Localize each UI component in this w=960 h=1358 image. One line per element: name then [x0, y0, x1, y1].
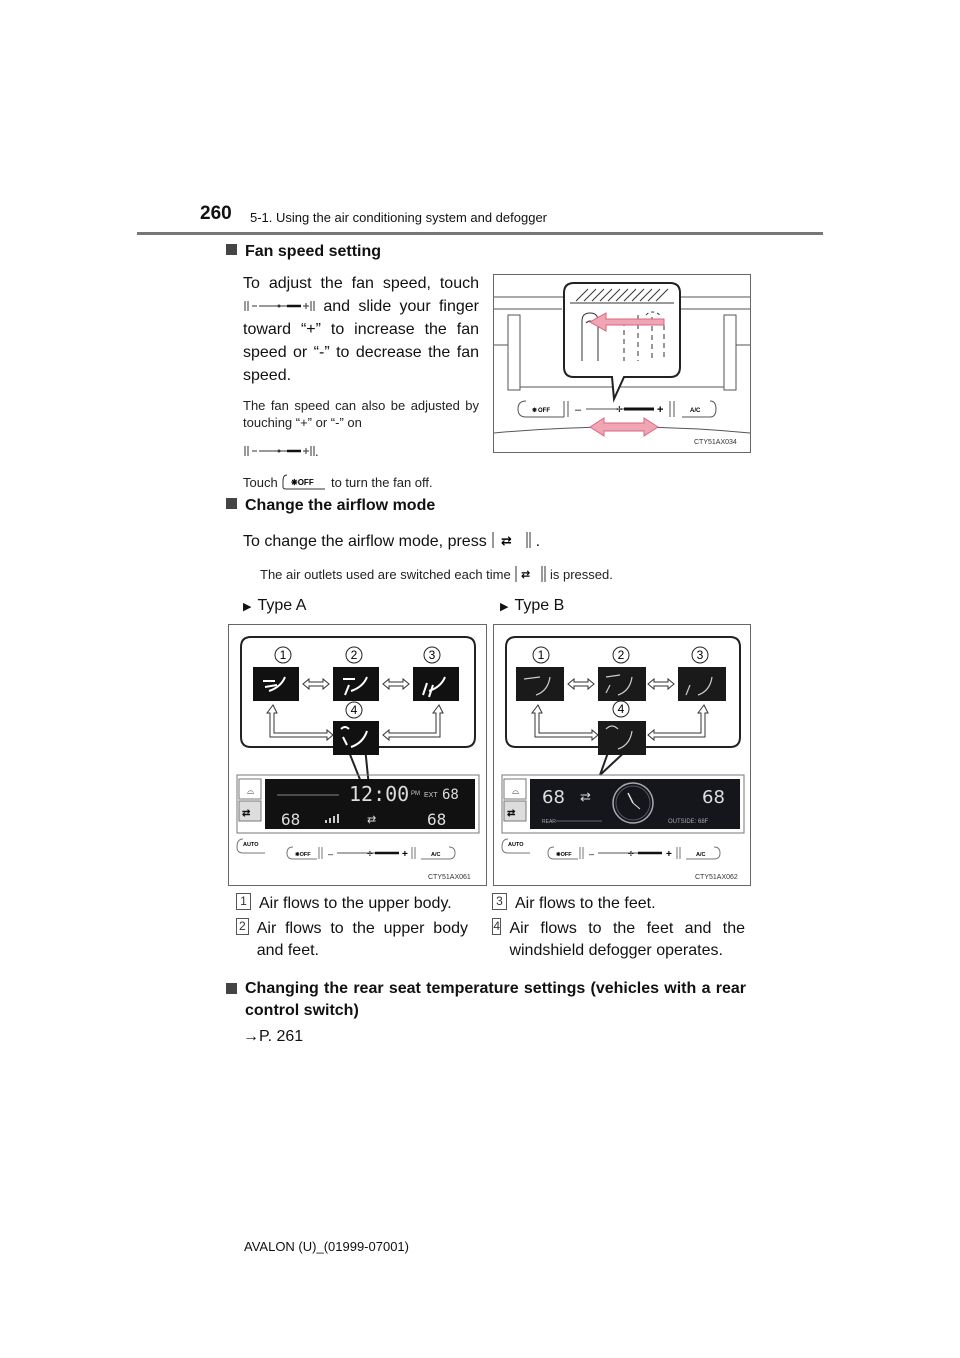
type-a-label: ▶ Type A: [243, 597, 307, 614]
header-rule: [137, 232, 823, 235]
fan-body-line1: To adjust the fan speed, touch: [243, 275, 479, 292]
svg-text:⇄: ⇄: [507, 808, 516, 819]
svg-text:68: 68: [702, 787, 725, 808]
svg-text:1: 1: [279, 648, 287, 662]
fan-speed-heading: Fan speed setting: [226, 243, 381, 261]
svg-text:⇄: ⇄: [367, 814, 377, 826]
fan-panel-illustration: [494, 275, 750, 452]
airflow-mode-button-icon: [514, 565, 546, 583]
svg-text:❋: ❋: [532, 408, 538, 414]
item-number-badge: 4: [493, 919, 501, 933]
footer-model: AVALON (U)_(01999-07001): [244, 1239, 409, 1254]
svg-text:68: 68: [542, 787, 565, 808]
airflow-note: The air outlets used are switched each time ⇄ is pressed.: [260, 567, 613, 582]
type-a-illustration: [229, 625, 486, 885]
svg-text:+: +: [666, 849, 672, 860]
svg-text:✢: ✢: [628, 851, 634, 858]
bullet-square-icon: [226, 498, 237, 509]
svg-text:2: 2: [350, 648, 358, 662]
section-title: 5-1. Using the air conditioning system and defogger: [250, 210, 548, 225]
svg-text:+: +: [657, 404, 664, 416]
svg-text:OUTSIDE: 68F: OUTSIDE: 68F: [668, 819, 709, 825]
svg-text:–: –: [575, 404, 582, 416]
svg-text:A/C: A/C: [431, 852, 441, 858]
svg-text:⇄: ⇄: [501, 534, 513, 549]
airflow-item-1: [236, 893, 468, 915]
item-text: Air flows to the upper body.: [259, 895, 452, 912]
svg-text:⇄: ⇄: [521, 568, 531, 581]
page-number: 260: [200, 203, 232, 224]
svg-text:68: 68: [427, 810, 447, 829]
svg-text:⌓: ⌓: [512, 786, 520, 796]
svg-text:A/C: A/C: [690, 408, 701, 414]
item-text: Air flows to the feet and the windshield defogger operates.: [509, 920, 745, 959]
fan-slider-icon: [243, 300, 315, 312]
svg-text:❋OFF: ❋OFF: [556, 852, 572, 858]
svg-text:68: 68: [281, 810, 301, 829]
fan-speed-body: [243, 272, 479, 387]
type-b-label: ▶ Type B: [500, 597, 565, 614]
airflow-item-3: [492, 893, 745, 915]
fan-slider-icon: [243, 445, 315, 457]
svg-text:3: 3: [428, 648, 436, 662]
svg-text:2: 2: [617, 648, 625, 662]
airflow-item-2: [236, 918, 468, 962]
item-number-badge: 1: [236, 893, 251, 910]
svg-text:3: 3: [696, 648, 704, 662]
fan-off-note: Touch ❋OFF to turn the fan off.: [243, 475, 433, 490]
rear-seat-page-ref[interactable]: →P. 261: [243, 1028, 304, 1045]
item-text: Air flows to the feet.: [515, 895, 656, 912]
type-b-figure: [493, 624, 751, 886]
airflow-heading: Change the airflow mode: [226, 497, 435, 515]
type-a-figure: [228, 624, 487, 886]
svg-text:❋OFF: ❋OFF: [295, 852, 311, 858]
item-number-badge: 2: [236, 918, 249, 935]
svg-text:1: 1: [537, 648, 545, 662]
svg-text:AUTO: AUTO: [243, 842, 259, 848]
item-text: Air flows to the upper body and feet.: [256, 920, 468, 959]
svg-text:⇄: ⇄: [580, 789, 591, 804]
item-number-badge: 3: [492, 893, 507, 910]
type-a-figure-code: CTY51AX061: [428, 874, 471, 881]
fan-figure-code: CTY51AX034: [694, 439, 737, 446]
svg-text:4: 4: [350, 703, 358, 717]
fan-speed-note: The fan speed can also be adjusted by touching “+” or “-” on .: [243, 398, 479, 459]
bullet-square-icon: [226, 244, 237, 255]
svg-text:REAR: REAR: [542, 819, 556, 825]
svg-text:OFF: OFF: [538, 408, 550, 414]
svg-text:+: +: [402, 849, 408, 860]
triangle-right-icon: ▶: [243, 601, 252, 613]
type-b-figure-code: CTY51AX062: [695, 874, 738, 881]
type-b-illustration: [494, 625, 750, 885]
svg-text:68: 68: [442, 787, 459, 803]
svg-text:❋OFF: ❋OFF: [291, 478, 315, 487]
airflow-mode-button-icon: [491, 530, 531, 550]
svg-text:⌓: ⌓: [247, 786, 255, 796]
svg-text:12:00: 12:00: [349, 782, 410, 806]
svg-text:–: –: [589, 849, 595, 859]
fan-speed-figure: [493, 274, 751, 453]
fan-off-button-icon: [281, 473, 327, 491]
triangle-right-icon: ▶: [500, 601, 509, 613]
rear-seat-heading: Changing the rear seat temperature settings (vehicles with a rear control switch): [226, 978, 746, 1022]
svg-text:A/C: A/C: [696, 852, 706, 858]
svg-text:–: –: [328, 849, 334, 859]
svg-text:✢: ✢: [367, 851, 373, 858]
airflow-press-text: To change the airflow mode, press ⇄ .: [243, 530, 540, 553]
svg-text:AUTO: AUTO: [508, 842, 524, 848]
svg-text:⇄: ⇄: [242, 808, 251, 819]
airflow-item-4: [492, 918, 745, 962]
bullet-square-icon: [226, 983, 237, 994]
svg-text:4: 4: [617, 702, 625, 716]
svg-text:EXT: EXT: [424, 792, 438, 799]
svg-text:PM: PM: [411, 791, 420, 797]
fan-body-rest: and slide your finger toward “+” to increase the fan speed or “-” to decrease the fan speed.: [243, 298, 479, 384]
svg-text:✢: ✢: [616, 405, 623, 414]
